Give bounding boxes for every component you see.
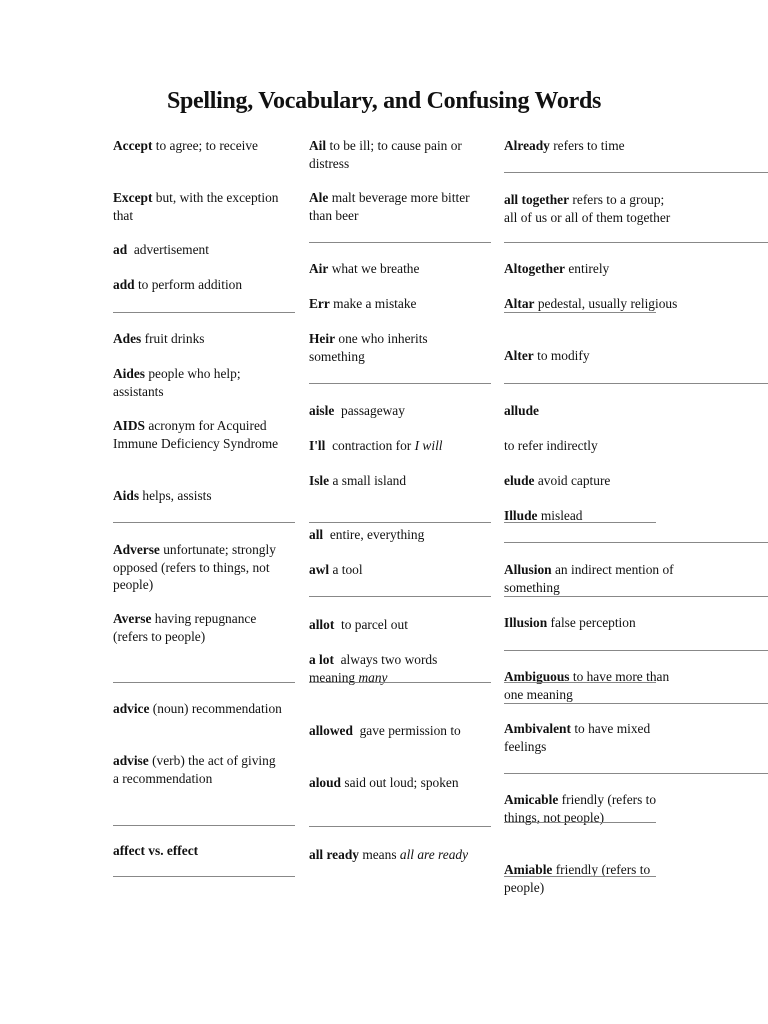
definition: a small island: [329, 473, 407, 488]
divider: [113, 876, 295, 877]
term: Isle: [309, 473, 330, 488]
vocab-entry: [309, 472, 484, 490]
term: Allusion: [504, 562, 552, 577]
vocab-entry: [504, 561, 679, 596]
emphasis: many: [358, 669, 388, 685]
vocab-entry: [113, 417, 283, 452]
term: aloud: [309, 775, 342, 790]
term: Ambivalent: [504, 721, 571, 736]
divider: [309, 242, 491, 243]
definition: false perception: [547, 615, 636, 630]
vocab-entry: [309, 616, 484, 634]
term: Already: [504, 138, 550, 153]
page-title: Spelling, Vocabulary, and Confusing Words: [166, 88, 602, 114]
divider: [309, 826, 491, 827]
divider: [309, 522, 491, 523]
term: a lot: [309, 652, 334, 667]
definition: to refer indirectly: [504, 438, 598, 453]
definition: (verb) the act of giving a recommendation: [113, 753, 276, 786]
definition: to modify: [533, 348, 590, 363]
vocab-entry: [113, 276, 283, 294]
term: Adverse: [113, 542, 160, 557]
definition: entirely: [564, 261, 610, 276]
vocab-entry: [309, 651, 484, 686]
vocab-entry: [309, 330, 484, 365]
divider: [113, 825, 295, 826]
vocab-entry: [504, 260, 679, 278]
vocab-entry: [309, 402, 484, 420]
vocab-entry: [309, 774, 484, 792]
divider: [504, 876, 656, 877]
divider: [504, 242, 768, 243]
definition: advertisement: [127, 242, 209, 257]
vocab-entry: [504, 720, 679, 755]
vocab-entry: [113, 241, 283, 259]
vocab-entry: [309, 561, 484, 579]
term: Illude: [504, 508, 538, 523]
term: allude: [504, 403, 539, 418]
vocab-entry: [504, 861, 679, 896]
vocab-entry: [504, 668, 679, 703]
vocab-entry: [309, 189, 484, 224]
definition: fruit drinks: [141, 331, 205, 346]
vocab-entry: [504, 137, 679, 155]
definition: acronym for Acquired Immune Deficiency Syndrome: [113, 418, 279, 451]
term: advise: [113, 753, 149, 768]
vocab-entry: [113, 541, 283, 594]
vocab-entry: [309, 722, 484, 740]
divider: [504, 383, 768, 384]
emphasis: I will: [414, 438, 443, 453]
term: Air: [309, 261, 329, 276]
definition: refers to a group; all of us or all of them together: [504, 192, 671, 225]
vocab-entry: [504, 437, 679, 455]
definition: people who help; assistants: [113, 366, 241, 399]
vocab-entry: [309, 137, 484, 172]
definition: to parcel out: [334, 617, 408, 632]
term: Aides: [113, 366, 145, 381]
vocab-entry: [113, 365, 283, 400]
vocab-entry: [113, 752, 283, 787]
divider: [504, 773, 768, 774]
definition: to be ill; to cause pain or distress: [309, 138, 462, 171]
vocab-entry: [504, 791, 679, 826]
definition: (noun) recommendation: [149, 701, 282, 716]
definition: pedestal, usually religious: [534, 296, 678, 311]
definition: means: [358, 847, 400, 862]
definition: always two words meaning: [309, 652, 441, 685]
term: Alter: [504, 348, 534, 363]
vocab-entry: [309, 295, 484, 313]
term: Ades: [113, 331, 142, 346]
term: Averse: [113, 611, 152, 626]
emphasis: all are ready: [399, 847, 469, 862]
definition: friendly (refers to people): [504, 862, 651, 895]
definition: friendly (refers to things, not people): [504, 792, 657, 825]
definition: said out loud; spoken: [341, 775, 459, 790]
vocab-entry: [504, 402, 679, 420]
definition: mislead: [537, 508, 583, 523]
term: allot: [309, 617, 335, 632]
divider: [113, 312, 295, 313]
vocab-entry: [504, 472, 679, 490]
term: Accept: [113, 138, 153, 153]
term: Illusion: [504, 615, 548, 630]
term: awl: [309, 562, 330, 577]
divider: [113, 522, 295, 523]
term: AIDS: [113, 418, 145, 433]
vocab-entry: [309, 526, 484, 544]
definition: make a mistake: [329, 296, 417, 311]
definition: gave permission to: [352, 723, 461, 738]
vocab-entry: [113, 610, 283, 645]
divider: [504, 703, 768, 704]
term: Except: [113, 190, 153, 205]
term: Ail: [309, 138, 327, 153]
divider: [113, 682, 295, 683]
definition: to agree; to receive: [152, 138, 258, 153]
divider: [504, 312, 656, 313]
divider: [504, 172, 768, 173]
divider: [504, 682, 656, 683]
term: Heir: [309, 331, 336, 346]
term: elude: [504, 473, 535, 488]
definition: helps, assists: [139, 488, 212, 503]
vocab-entry: [504, 191, 679, 226]
vocab-entry: [113, 487, 283, 505]
definition: but, with the exception that: [113, 190, 279, 223]
definition: entire, everything: [323, 527, 425, 542]
term: advice: [113, 701, 150, 716]
term: Ale: [309, 190, 329, 205]
term: Amiable: [504, 862, 553, 877]
definition: to have more than one meaning: [504, 669, 670, 702]
term: Amicable: [504, 792, 559, 807]
vocab-entry: [113, 700, 283, 718]
definition: what we breathe: [328, 261, 420, 276]
vocab-entry: [504, 347, 679, 365]
vocab-entry: [113, 842, 283, 860]
definition: passageway: [334, 403, 405, 418]
divider: [309, 596, 491, 597]
divider: [309, 383, 491, 384]
vocab-entry: [309, 437, 484, 455]
vocab-entry: [309, 846, 484, 864]
divider: [504, 542, 768, 543]
term: Altar: [504, 296, 535, 311]
term: Err: [309, 296, 330, 311]
term: all ready: [309, 847, 359, 862]
divider: [504, 650, 768, 651]
divider: [309, 682, 491, 683]
term: aisle: [309, 403, 335, 418]
definition: to have mixed feelings: [504, 721, 651, 754]
term: affect vs. effect: [113, 843, 199, 858]
term: add: [113, 277, 135, 292]
vocab-entry: [113, 137, 283, 155]
definition: having repugnance (refers to people): [113, 611, 257, 644]
vocab-entry: [113, 189, 283, 224]
term: I'll: [309, 438, 326, 453]
divider: [504, 822, 656, 823]
definition: a tool: [329, 562, 363, 577]
vocab-entry: [504, 614, 679, 632]
definition: to perform addition: [134, 277, 243, 292]
definition: malt beverage more bitter than beer: [309, 190, 470, 223]
term: Ambiguous: [504, 669, 570, 684]
definition: refers to time: [549, 138, 625, 153]
term: Aids: [113, 488, 140, 503]
term: allowed: [309, 723, 353, 738]
term: ad: [113, 242, 128, 257]
divider: [504, 596, 768, 597]
definition: unfortunate; strongly opposed (refers to things, not people): [113, 542, 276, 592]
term: all together: [504, 192, 570, 207]
term: Altogether: [504, 261, 565, 276]
vocab-entry: [504, 295, 679, 313]
definition: an indirect mention of something: [504, 562, 674, 595]
vocab-entry: [113, 330, 283, 348]
vocab-entry: [309, 260, 484, 278]
divider: [504, 522, 656, 523]
term: all: [309, 527, 324, 542]
definition: contraction for: [325, 438, 415, 453]
definition: one who inherits something: [309, 331, 428, 364]
definition: avoid capture: [534, 473, 611, 488]
